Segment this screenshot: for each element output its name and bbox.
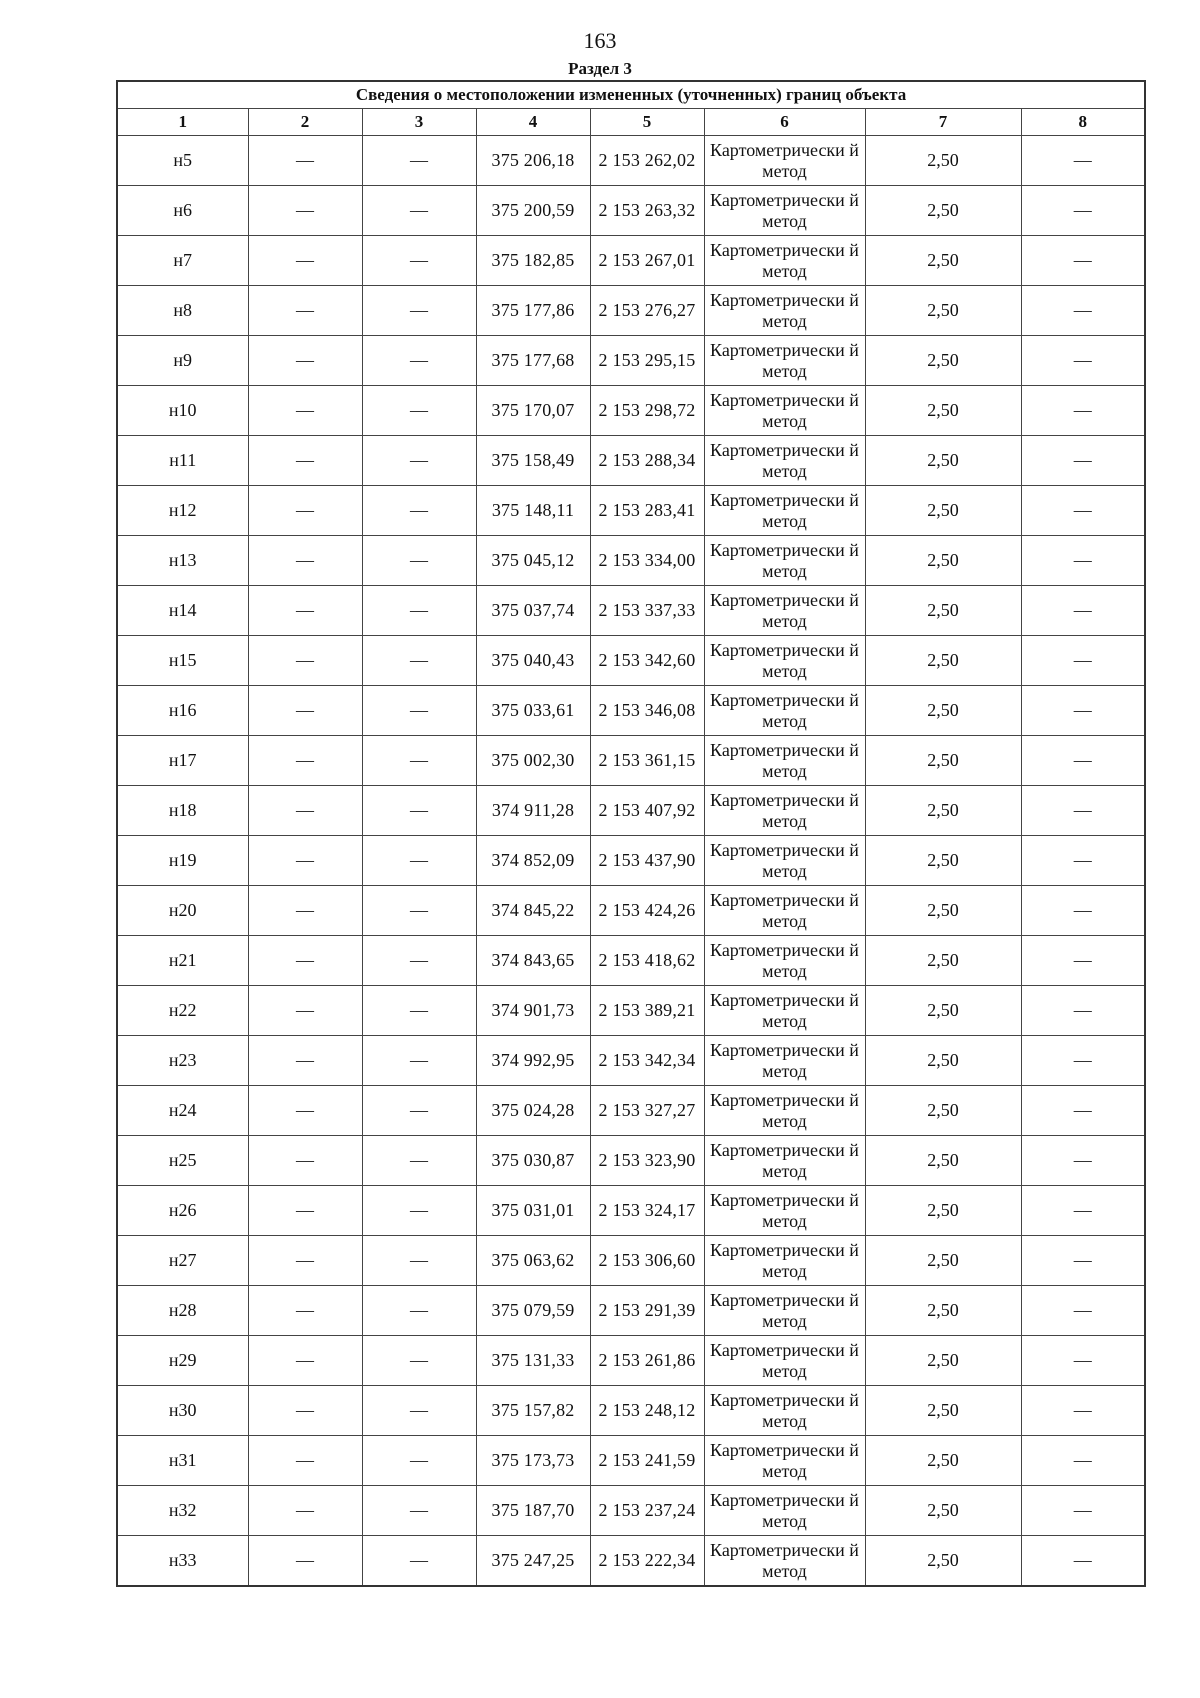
y-coordinate-cell: 2 153 323,90: [590, 1136, 704, 1186]
empty-dash-cell: —: [362, 1336, 476, 1386]
method-cell: Картометрически й метод: [704, 186, 865, 236]
empty-dash-cell: —: [248, 186, 362, 236]
accuracy-cell: 2,50: [865, 286, 1021, 336]
accuracy-cell: 2,50: [865, 1486, 1021, 1536]
empty-dash-cell: —: [248, 1036, 362, 1086]
empty-dash-cell: —: [248, 436, 362, 486]
x-coordinate-cell: 375 200,59: [476, 186, 590, 236]
empty-dash-cell: —: [248, 686, 362, 736]
point-id-cell: н30: [117, 1386, 248, 1436]
method-cell: Картометрически й метод: [704, 1436, 865, 1486]
accuracy-cell: 2,50: [865, 336, 1021, 386]
empty-dash-cell: —: [362, 1036, 476, 1086]
empty-dash-cell: —: [1021, 636, 1145, 686]
empty-dash-cell: —: [248, 1536, 362, 1587]
accuracy-cell: 2,50: [865, 436, 1021, 486]
accuracy-cell: 2,50: [865, 986, 1021, 1036]
x-coordinate-cell: 375 024,28: [476, 1086, 590, 1136]
point-id-cell: н27: [117, 1236, 248, 1286]
method-cell: Картометрически й метод: [704, 436, 865, 486]
x-coordinate-cell: 375 148,11: [476, 486, 590, 536]
empty-dash-cell: —: [362, 336, 476, 386]
x-coordinate-cell: 375 063,62: [476, 1236, 590, 1286]
empty-dash-cell: —: [1021, 1036, 1145, 1086]
point-id-cell: н20: [117, 886, 248, 936]
column-header: 2: [248, 109, 362, 136]
y-coordinate-cell: 2 153 437,90: [590, 836, 704, 886]
point-id-cell: н10: [117, 386, 248, 436]
method-cell: Картометрически й метод: [704, 1536, 865, 1587]
accuracy-cell: 2,50: [865, 686, 1021, 736]
point-id-cell: н16: [117, 686, 248, 736]
empty-dash-cell: —: [1021, 736, 1145, 786]
table-row: [117, 1086, 1145, 1136]
accuracy-cell: 2,50: [865, 1036, 1021, 1086]
y-coordinate-cell: 2 153 241,59: [590, 1436, 704, 1486]
empty-dash-cell: —: [362, 1436, 476, 1486]
x-coordinate-cell: 375 030,87: [476, 1136, 590, 1186]
table-row: [117, 136, 1145, 186]
empty-dash-cell: —: [1021, 1086, 1145, 1136]
empty-dash-cell: —: [362, 1136, 476, 1186]
column-header: 1: [117, 109, 248, 136]
empty-dash-cell: —: [248, 1436, 362, 1486]
empty-dash-cell: —: [1021, 436, 1145, 486]
method-cell: Картометрически й метод: [704, 286, 865, 336]
table-row: [117, 186, 1145, 236]
empty-dash-cell: —: [362, 586, 476, 636]
point-id-cell: н7: [117, 236, 248, 286]
x-coordinate-cell: 375 002,30: [476, 736, 590, 786]
y-coordinate-cell: 2 153 342,60: [590, 636, 704, 686]
empty-dash-cell: —: [248, 1486, 362, 1536]
table-row: [117, 636, 1145, 686]
method-cell: Картометрически й метод: [704, 586, 865, 636]
y-coordinate-cell: 2 153 418,62: [590, 936, 704, 986]
table-row: [117, 1436, 1145, 1486]
page-number: 163: [583, 28, 617, 53]
y-coordinate-cell: 2 153 334,00: [590, 536, 704, 586]
point-id-cell: н26: [117, 1186, 248, 1236]
table-row: [117, 1486, 1145, 1536]
y-coordinate-cell: 2 153 248,12: [590, 1386, 704, 1436]
point-id-cell: н8: [117, 286, 248, 336]
method-cell: Картометрически й метод: [704, 536, 865, 586]
empty-dash-cell: —: [1021, 536, 1145, 586]
empty-dash-cell: —: [248, 1386, 362, 1436]
table-row: [117, 386, 1145, 436]
y-coordinate-cell: 2 153 237,24: [590, 1486, 704, 1536]
empty-dash-cell: —: [362, 236, 476, 286]
empty-dash-cell: —: [362, 186, 476, 236]
table-row: [117, 836, 1145, 886]
method-cell: Картометрически й метод: [704, 236, 865, 286]
empty-dash-cell: —: [1021, 186, 1145, 236]
x-coordinate-cell: 375 033,61: [476, 686, 590, 736]
method-cell: Картометрически й метод: [704, 886, 865, 936]
method-cell: Картометрически й метод: [704, 486, 865, 536]
x-coordinate-cell: 375 173,73: [476, 1436, 590, 1486]
empty-dash-cell: —: [248, 1286, 362, 1336]
empty-dash-cell: —: [248, 386, 362, 436]
empty-dash-cell: —: [248, 736, 362, 786]
empty-dash-cell: —: [1021, 786, 1145, 836]
empty-dash-cell: —: [362, 986, 476, 1036]
x-coordinate-cell: 375 170,07: [476, 386, 590, 436]
x-coordinate-cell: 375 031,01: [476, 1186, 590, 1236]
point-id-cell: н6: [117, 186, 248, 236]
x-coordinate-cell: 375 040,43: [476, 636, 590, 686]
method-cell: Картометрически й метод: [704, 836, 865, 886]
point-id-cell: н29: [117, 1336, 248, 1386]
y-coordinate-cell: 2 153 283,41: [590, 486, 704, 536]
y-coordinate-cell: 2 153 342,34: [590, 1036, 704, 1086]
empty-dash-cell: —: [1021, 886, 1145, 936]
x-coordinate-cell: 375 131,33: [476, 1336, 590, 1386]
method-cell: Картометрически й метод: [704, 686, 865, 736]
x-coordinate-cell: 374 992,95: [476, 1036, 590, 1086]
x-coordinate-cell: 375 079,59: [476, 1286, 590, 1336]
table-row: [117, 686, 1145, 736]
x-coordinate-cell: 375 187,70: [476, 1486, 590, 1536]
x-coordinate-cell: 374 852,09: [476, 836, 590, 886]
empty-dash-cell: —: [362, 686, 476, 736]
method-cell: Картометрически й метод: [704, 1086, 865, 1136]
accuracy-cell: 2,50: [865, 486, 1021, 536]
accuracy-cell: 2,50: [865, 1236, 1021, 1286]
empty-dash-cell: —: [248, 1086, 362, 1136]
method-cell: Картометрически й метод: [704, 1036, 865, 1086]
empty-dash-cell: —: [248, 636, 362, 686]
point-id-cell: н9: [117, 336, 248, 386]
method-cell: Картометрически й метод: [704, 1486, 865, 1536]
method-cell: Картометрически й метод: [704, 736, 865, 786]
empty-dash-cell: —: [248, 1136, 362, 1186]
method-cell: Картометрически й метод: [704, 786, 865, 836]
point-id-cell: н21: [117, 936, 248, 986]
table-body: [117, 136, 1145, 1587]
section-title: Раздел 3: [568, 59, 632, 78]
y-coordinate-cell: 2 153 337,33: [590, 586, 704, 636]
empty-dash-cell: —: [248, 1336, 362, 1386]
empty-dash-cell: —: [362, 786, 476, 836]
empty-dash-cell: —: [1021, 986, 1145, 1036]
y-coordinate-cell: 2 153 263,32: [590, 186, 704, 236]
table-row: [117, 336, 1145, 386]
accuracy-cell: 2,50: [865, 386, 1021, 436]
point-id-cell: н25: [117, 1136, 248, 1186]
point-id-cell: н28: [117, 1286, 248, 1336]
empty-dash-cell: —: [362, 736, 476, 786]
y-coordinate-cell: 2 153 276,27: [590, 286, 704, 336]
accuracy-cell: 2,50: [865, 186, 1021, 236]
empty-dash-cell: —: [362, 636, 476, 686]
table-row: [117, 486, 1145, 536]
empty-dash-cell: —: [362, 286, 476, 336]
empty-dash-cell: —: [1021, 286, 1145, 336]
empty-dash-cell: —: [362, 536, 476, 586]
empty-dash-cell: —: [1021, 136, 1145, 186]
empty-dash-cell: —: [1021, 1136, 1145, 1186]
accuracy-cell: 2,50: [865, 1286, 1021, 1336]
x-coordinate-cell: 374 911,28: [476, 786, 590, 836]
table-row: [117, 1036, 1145, 1086]
table-row: [117, 736, 1145, 786]
method-cell: Картометрически й метод: [704, 1386, 865, 1436]
accuracy-cell: 2,50: [865, 1386, 1021, 1436]
x-coordinate-cell: 374 843,65: [476, 936, 590, 986]
table-row: [117, 786, 1145, 836]
empty-dash-cell: —: [362, 1486, 476, 1536]
point-id-cell: н12: [117, 486, 248, 536]
empty-dash-cell: —: [1021, 1436, 1145, 1486]
accuracy-cell: 2,50: [865, 736, 1021, 786]
empty-dash-cell: —: [362, 1086, 476, 1136]
y-coordinate-cell: 2 153 262,02: [590, 136, 704, 186]
empty-dash-cell: —: [1021, 1386, 1145, 1436]
x-coordinate-cell: 374 845,22: [476, 886, 590, 936]
y-coordinate-cell: 2 153 389,21: [590, 986, 704, 1036]
empty-dash-cell: —: [1021, 336, 1145, 386]
empty-dash-cell: —: [248, 236, 362, 286]
x-coordinate-cell: 375 177,68: [476, 336, 590, 386]
point-id-cell: н22: [117, 986, 248, 1036]
empty-dash-cell: —: [248, 586, 362, 636]
empty-dash-cell: —: [362, 1536, 476, 1587]
table-caption: Сведения о местоположении измененных (уточненных) границ объекта: [117, 81, 1145, 109]
accuracy-cell: 2,50: [865, 1186, 1021, 1236]
empty-dash-cell: —: [1021, 1486, 1145, 1536]
table-row: [117, 536, 1145, 586]
x-coordinate-cell: 375 045,12: [476, 536, 590, 586]
point-id-cell: н15: [117, 636, 248, 686]
y-coordinate-cell: 2 153 424,26: [590, 886, 704, 936]
empty-dash-cell: —: [1021, 236, 1145, 286]
empty-dash-cell: —: [1021, 1186, 1145, 1236]
table-row: [117, 986, 1145, 1036]
y-coordinate-cell: 2 153 291,39: [590, 1286, 704, 1336]
table-row: [117, 936, 1145, 986]
method-cell: Картометрически й метод: [704, 1286, 865, 1336]
empty-dash-cell: —: [248, 836, 362, 886]
point-id-cell: н14: [117, 586, 248, 636]
boundary-coordinates-table: [116, 80, 1146, 1587]
table-row: [117, 1236, 1145, 1286]
accuracy-cell: 2,50: [865, 1536, 1021, 1587]
empty-dash-cell: —: [248, 1186, 362, 1236]
empty-dash-cell: —: [1021, 836, 1145, 886]
empty-dash-cell: —: [248, 536, 362, 586]
table-row: [117, 886, 1145, 936]
empty-dash-cell: —: [362, 486, 476, 536]
method-cell: Картометрически й метод: [704, 1236, 865, 1286]
empty-dash-cell: —: [1021, 386, 1145, 436]
accuracy-cell: 2,50: [865, 536, 1021, 586]
point-id-cell: н17: [117, 736, 248, 786]
x-coordinate-cell: 375 206,18: [476, 136, 590, 186]
y-coordinate-cell: 2 153 222,34: [590, 1536, 704, 1587]
x-coordinate-cell: 375 158,49: [476, 436, 590, 486]
point-id-cell: н5: [117, 136, 248, 186]
empty-dash-cell: —: [1021, 936, 1145, 986]
accuracy-cell: 2,50: [865, 1086, 1021, 1136]
table-row: [117, 586, 1145, 636]
point-id-cell: н24: [117, 1086, 248, 1136]
method-cell: Картометрически й метод: [704, 136, 865, 186]
empty-dash-cell: —: [248, 1236, 362, 1286]
x-coordinate-cell: 375 182,85: [476, 236, 590, 286]
point-id-cell: н13: [117, 536, 248, 586]
column-header: 4: [476, 109, 590, 136]
y-coordinate-cell: 2 153 261,86: [590, 1336, 704, 1386]
empty-dash-cell: —: [1021, 1286, 1145, 1336]
point-id-cell: н18: [117, 786, 248, 836]
method-cell: Картометрически й метод: [704, 1136, 865, 1186]
x-coordinate-cell: 375 037,74: [476, 586, 590, 636]
method-cell: Картометрически й метод: [704, 1186, 865, 1236]
point-id-cell: н19: [117, 836, 248, 886]
x-coordinate-cell: 375 177,86: [476, 286, 590, 336]
column-header: 8: [1021, 109, 1145, 136]
empty-dash-cell: —: [1021, 1336, 1145, 1386]
accuracy-cell: 2,50: [865, 636, 1021, 686]
y-coordinate-cell: 2 153 346,08: [590, 686, 704, 736]
x-coordinate-cell: 375 157,82: [476, 1386, 590, 1436]
empty-dash-cell: —: [362, 386, 476, 436]
y-coordinate-cell: 2 153 327,27: [590, 1086, 704, 1136]
accuracy-cell: 2,50: [865, 1136, 1021, 1186]
empty-dash-cell: —: [362, 1386, 476, 1436]
column-header: 7: [865, 109, 1021, 136]
empty-dash-cell: —: [248, 136, 362, 186]
empty-dash-cell: —: [362, 836, 476, 886]
accuracy-cell: 2,50: [865, 886, 1021, 936]
column-header: 3: [362, 109, 476, 136]
empty-dash-cell: —: [248, 986, 362, 1036]
y-coordinate-cell: 2 153 361,15: [590, 736, 704, 786]
x-coordinate-cell: 375 247,25: [476, 1536, 590, 1587]
table-row: [117, 1286, 1145, 1336]
empty-dash-cell: —: [1021, 486, 1145, 536]
empty-dash-cell: —: [248, 886, 362, 936]
y-coordinate-cell: 2 153 295,15: [590, 336, 704, 386]
table-row: [117, 1336, 1145, 1386]
y-coordinate-cell: 2 153 298,72: [590, 386, 704, 436]
empty-dash-cell: —: [248, 936, 362, 986]
method-cell: Картометрически й метод: [704, 386, 865, 436]
table-row: [117, 1386, 1145, 1436]
y-coordinate-cell: 2 153 324,17: [590, 1186, 704, 1236]
empty-dash-cell: —: [248, 486, 362, 536]
point-id-cell: н33: [117, 1536, 248, 1587]
point-id-cell: н23: [117, 1036, 248, 1086]
empty-dash-cell: —: [248, 786, 362, 836]
column-header: 5: [590, 109, 704, 136]
empty-dash-cell: —: [362, 1236, 476, 1286]
column-header: 6: [704, 109, 865, 136]
empty-dash-cell: —: [362, 136, 476, 186]
empty-dash-cell: —: [248, 336, 362, 386]
empty-dash-cell: —: [1021, 1536, 1145, 1587]
accuracy-cell: 2,50: [865, 586, 1021, 636]
accuracy-cell: 2,50: [865, 836, 1021, 886]
empty-dash-cell: —: [1021, 1236, 1145, 1286]
table-row: [117, 286, 1145, 336]
empty-dash-cell: —: [1021, 686, 1145, 736]
method-cell: Картометрически й метод: [704, 986, 865, 1036]
table-row: [117, 1136, 1145, 1186]
accuracy-cell: 2,50: [865, 1336, 1021, 1386]
table-row: [117, 236, 1145, 286]
point-id-cell: н31: [117, 1436, 248, 1486]
method-cell: Картометрически й метод: [704, 936, 865, 986]
accuracy-cell: 2,50: [865, 786, 1021, 836]
y-coordinate-cell: 2 153 407,92: [590, 786, 704, 836]
x-coordinate-cell: 374 901,73: [476, 986, 590, 1036]
point-id-cell: н11: [117, 436, 248, 486]
table-row: [117, 1536, 1145, 1587]
empty-dash-cell: —: [362, 886, 476, 936]
table-row: [117, 1186, 1145, 1236]
accuracy-cell: 2,50: [865, 236, 1021, 286]
accuracy-cell: 2,50: [865, 1436, 1021, 1486]
empty-dash-cell: —: [362, 436, 476, 486]
y-coordinate-cell: 2 153 267,01: [590, 236, 704, 286]
empty-dash-cell: —: [1021, 586, 1145, 636]
y-coordinate-cell: 2 153 306,60: [590, 1236, 704, 1286]
accuracy-cell: 2,50: [865, 136, 1021, 186]
empty-dash-cell: —: [362, 1286, 476, 1336]
point-id-cell: н32: [117, 1486, 248, 1536]
y-coordinate-cell: 2 153 288,34: [590, 436, 704, 486]
empty-dash-cell: —: [362, 1186, 476, 1236]
method-cell: Картометрически й метод: [704, 336, 865, 386]
table-row: [117, 436, 1145, 486]
empty-dash-cell: —: [362, 936, 476, 986]
empty-dash-cell: —: [248, 286, 362, 336]
method-cell: Картометрически й метод: [704, 1336, 865, 1386]
method-cell: Картометрически й метод: [704, 636, 865, 686]
accuracy-cell: 2,50: [865, 936, 1021, 986]
